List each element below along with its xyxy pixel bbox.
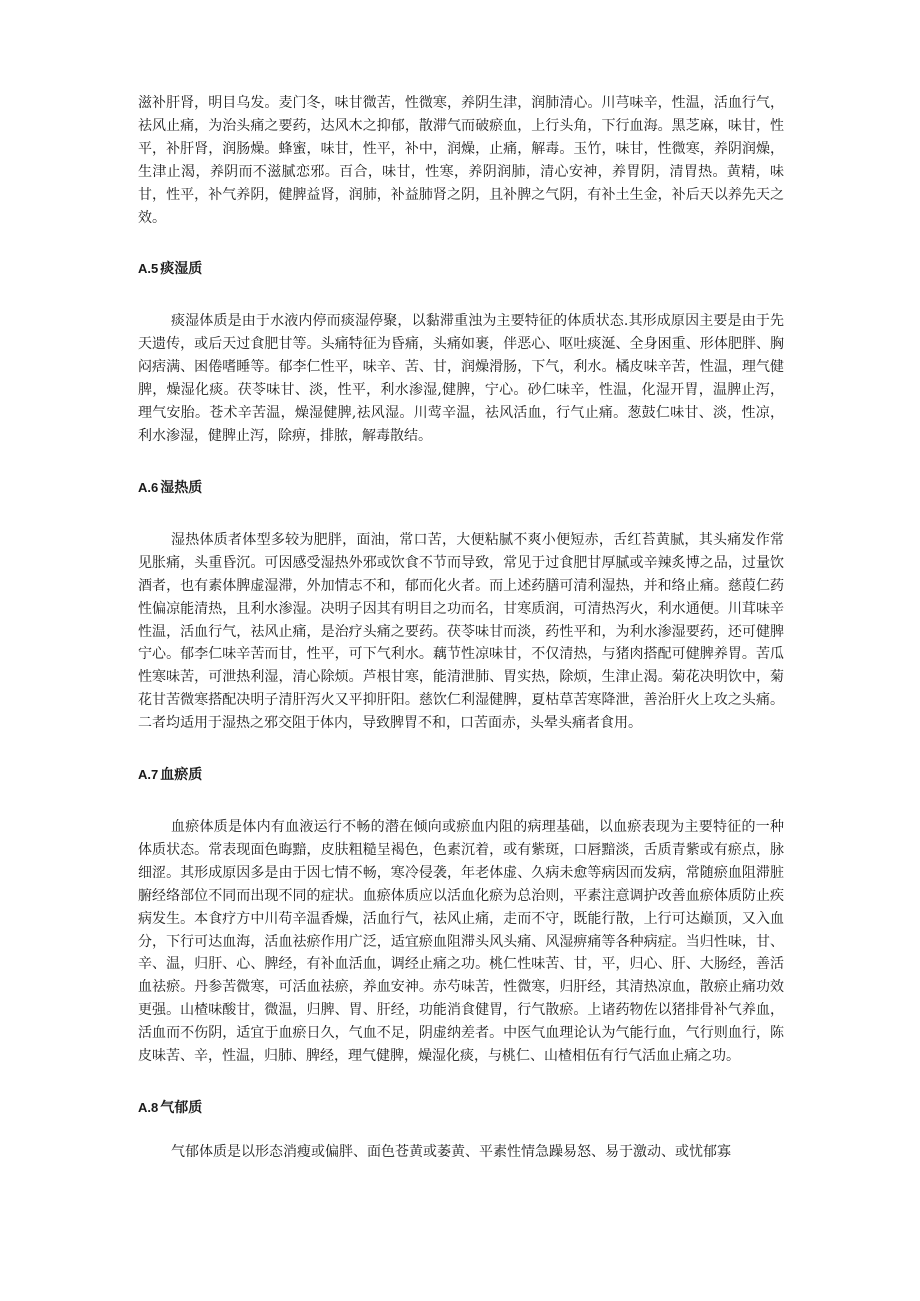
section-heading-a5 bbox=[138, 258, 784, 280]
document-page bbox=[138, 92, 784, 1164]
section-title: 湿热质 bbox=[160, 479, 203, 496]
section-number: A.7 bbox=[138, 767, 159, 783]
section-number: A.8 bbox=[138, 1100, 159, 1115]
section-heading-a8 bbox=[138, 1097, 784, 1119]
section-body-a6: 湿热体质者体型多较为肥胖，面油，常口苦，大便粘腻不爽小便短赤，舌红苔黄腻，其头痛发作常见胀痛，头重昏沉。可因感受湿热外邪或饮食不节而导致，常见于过食肥甘厚腻或辛辣炙博之品，过量饮酒者，也有素体脾虚湿滞，外加情志不和，郁而化火者。而上述药膳可清利湿热，并和络止痛。慈葭仁药性偏凉能清热，且利水渗湿。决明子因其有明目之功而名，甘寒质润，可清热泻火，利水通便。川茸味辛性温，活血行气，祛风止痛，是治疗头痛之要药。茯苓味甘而淡，药性平和，为利水渗湿要药，还可健脾宁心。郁李仁味辛苦而甘，性平，可下气利水。藕节性凉味甘，不仅清热，与猪肉搭配可健脾养胃。苦瓜性寒味苦，可泄热利湿，清心除烦。芦根甘寒，能清泄肺、胃实热，除烦，生津止渴。菊花决明饮中，菊花甘苦微寒搭配决明子清肝泻火又平抑肝阳。慈饮仁利湿健脾，夏枯草苦寒降泄，善治肝火上攻之头痛。二者均适用于湿热之邪交阻于体内，导致脾胃不和，口苦面赤，头晕头痛者食用。 bbox=[138, 531, 784, 732]
section-body-a8: 气郁体质是以形态消瘦或偏胖、面色苍黄或萎黄、平素性情急躁易怒、易于激动、或忧郁寡 bbox=[171, 1144, 731, 1160]
section-heading-a7 bbox=[138, 764, 784, 786]
intro-paragraph: 滋补肝肾，明目乌发。麦门冬，味甘微苦，性微寒，养阴生津，润肺清心。川芎味辛，性温，活血行气，祛风止痛，为治头痛之要药，达风木之抑郁，散滞气而破瘀血，上行头角，下行血海。黑芝麻，味甘，性平，补肝肾，润肠燥。蜂蜜，味甘，性平，补中，润燥，止痛，解毒。玉竹，味甘，性微寒，养阴润燥，生津止渴，养阴而不滋腻恋邪。百合，味甘，性寒，养阴润肺，清心安神，养胃阴，清胃热。黄精，味甘，性平，补气养阴，健脾益肾，润肺，补益肺肾之阴，且补脾之气阴，有补土生金，补后天以养先天之效。 bbox=[138, 95, 784, 226]
section-body-a5: 痰湿体质是由于水液内停而痰湿停聚，以黏滞重浊为主要特征的体质状态.其形成原因主要是由于先天遗传，或后天过食肥甘等。头痛特征为昏痛，头痛如裹，伴恶心、呕吐痰涎、全身困重、形体肥胖、胸闷痞满、困倦嗜睡等。郁李仁性平，味辛、苦、甘，润燥滑肠，下气，利水。橘皮味辛苦，性温，理气健脾，燥湿化痰。茯苓味甘、淡，性平，利水渗湿,健脾，宁心。砂仁味辛，性温，化湿开胃，温脾止泻，理气安胎。苍术辛苦温，燥湿健脾,祛风湿。川莺辛温，祛风活血，行气止痛。葱鼓仁味甘、淡，性凉，利水渗湿，健脾止泻，除痹，排脓，解毒散结。 bbox=[138, 313, 784, 444]
section-number: A.5 bbox=[138, 261, 159, 277]
section-body-a7: 血瘀体质是体内有血液运行不畅的潜在倾向或瘀血内阻的病理基础，以血瘀表现为主要特征的一种体质状态。常表现面色晦黯，皮肤粗糙呈褐色，色素沉着，或有紫斑，口唇黯淡，舌质青紫或有瘀点，脉细涩。其形成原因多是由于因七情不畅，寒冷侵袭，年老体虚、久病未愈等病因而发病，常随瘀血阻滞脏腑经络部位不同而出现不同的症状。血瘀体质应以活血化瘀为总治则，平素注意调护改善血瘀体质防止疾病发生。本食疗方中川苟辛温香燥，活血行气，祛风止痛，走而不守，既能行散，上行可达巅顶，又入血分，下行可达血海，活血祛瘀作用广泛，适宜瘀血阻滞头风头痛、风湿痹痛等各种病症。当归性味，甘、辛、温，归肝、心、脾经，有补血活血，调经止痛之功。桃仁性味苦、甘，平，归心、肝、大肠经，善活血祛瘀。丹参苦微寒，可活血祛瘀，养血安神。赤芍味苦，性微寒，归肝经，其清热凉血，散瘀止痛功效更强。山楂味酸甘，微温，归脾、胃、肝经，功能消食健胃，行气散瘀。上诸药物佐以猪排骨补气养血，活血而不伤阴，适宜于血瘀日久，气血不足，阴虚纳差者。中医气血理论认为气能行血，气行则血行，陈皮味苦、辛，性温，归肺、脾经，理气健脾，燥湿化痰，与桃仁、山楂相伍有行气活血止痛之功。 bbox=[138, 819, 784, 1065]
section-number: A.6 bbox=[138, 479, 159, 495]
section-heading-a6 bbox=[138, 477, 784, 499]
section-title: 血瘀质 bbox=[160, 767, 203, 784]
section-title: 痰湿质 bbox=[160, 261, 203, 278]
section-title: 气郁质 bbox=[160, 1100, 203, 1116]
